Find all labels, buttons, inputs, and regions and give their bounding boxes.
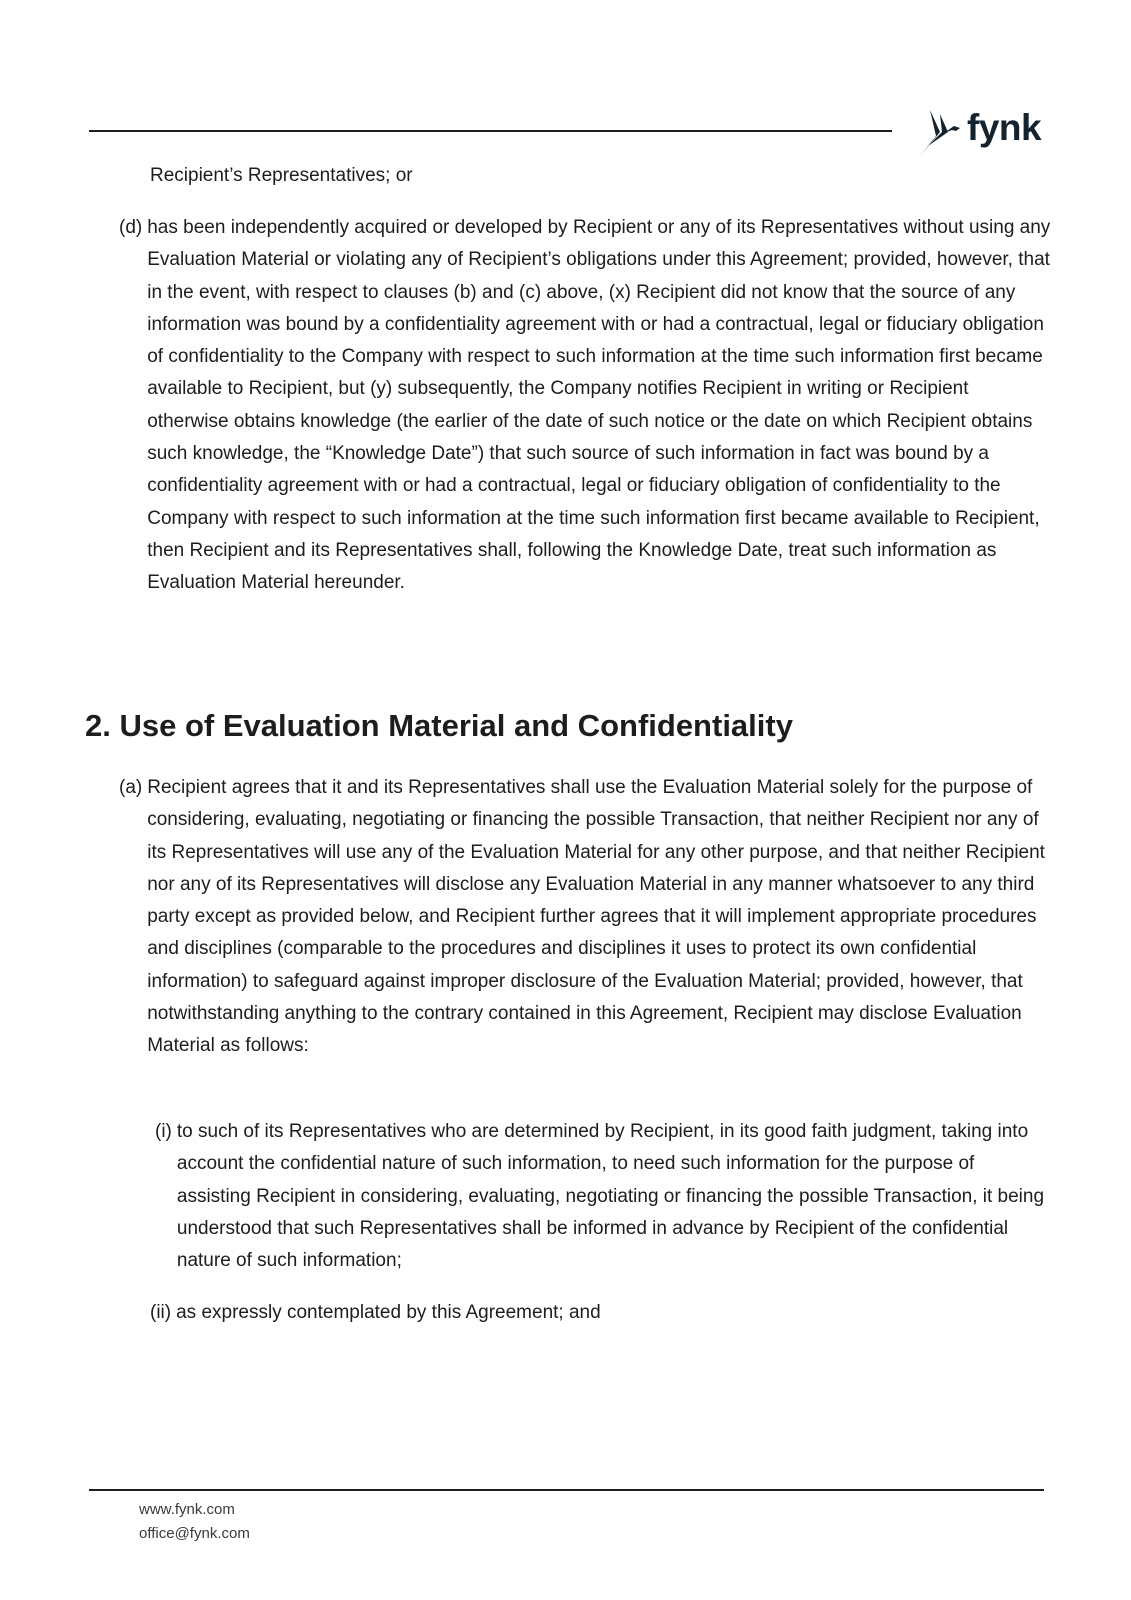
footer-email: office@fynk.com (139, 1525, 250, 1542)
brand-name: fynk (967, 107, 1042, 148)
footer-divider (89, 1489, 1044, 1491)
footer-website: www.fynk.com (139, 1501, 235, 1518)
header-divider (89, 130, 892, 132)
section-heading: 2. Use of Evaluation Material and Confidentiality (85, 708, 793, 743)
clause-text: has been independently acquired or developed by Recipient or any of its Representatives without using any Evaluation Material or violating any of Recipient’s obligations under this Agreement; provided, however, that in the event, with respect to clauses (b) and (c) above, (x) Recipient did not know that the source of any information was bound by a confidentiality agreement with or had a contractual, legal or fiduciary obligation of confidentiality to the Company with respect to such information at the time such information first became available to Recipient, but (y) subsequently, the Company notifies Recipient in writing or Recipient otherwise obtains knowledge (the earlier of the date of such notice or the date on which Recipient obtains such knowledge, the “Knowledge Date”) that such source of such information in fact was bound by a confidentiality agreement with or had a contractual, legal or fiduciary obligation of confidentiality to the Company with respect to such information at the time such information first became available to Recipient, then Recipient and its Representatives shall, following the Knowledge Date, treat such information as Evaluation Material hereunder. (147, 217, 1051, 594)
subclause-text: to such of its Representatives who are determined by Recipient, in its good faith judgment, taking into account the confidential nature of such information, to need such information for the purpose of assisting Recipient in considering, evaluating, negotiating or financing the possible Transaction, it being understood that such Representatives shall be informed in advance by Recipient of the confidential nature of such information; (176, 1121, 1045, 1272)
subclause-marker: (i) (155, 1121, 172, 1142)
subclause-marker: (ii) (150, 1302, 172, 1323)
clause-marker: (a) (119, 777, 143, 798)
clause-d (119, 212, 1054, 600)
fynk-bird-icon (918, 106, 962, 158)
continuation-text: Recipient’s Representatives; or (150, 165, 413, 186)
clause-text: Recipient agrees that it and its Representatives shall use the Evaluation Material solely for the purpose of considering, evaluating, negotiating or financing the possible Transaction, that neither Recipient nor any of its Representatives will use any of the Evaluation Material for any other purpose, and that neither Recipient nor any of its Representatives will disclose any Evaluation Material in any manner whatsoever to any third party except as provided below, and Recipient further agrees that it will implement appropriate procedures and disciplines (comparable to the procedures and disciplines it uses to protect its own confidential information) to safeguard against improper disclosure of the Evaluation Material; provided, however, that notwithstanding anything to the contrary contained in this Agreement, Recipient may disclose Evaluation Material as follows: (147, 777, 1045, 1057)
subclause-ii (150, 1297, 1040, 1329)
clause-marker: (d) (119, 217, 143, 238)
subclause-i (155, 1116, 1045, 1277)
subclause-text: as expressly contemplated by this Agreement; and (176, 1302, 601, 1323)
clause-a (119, 772, 1054, 1063)
fynk-logo (918, 104, 1048, 160)
